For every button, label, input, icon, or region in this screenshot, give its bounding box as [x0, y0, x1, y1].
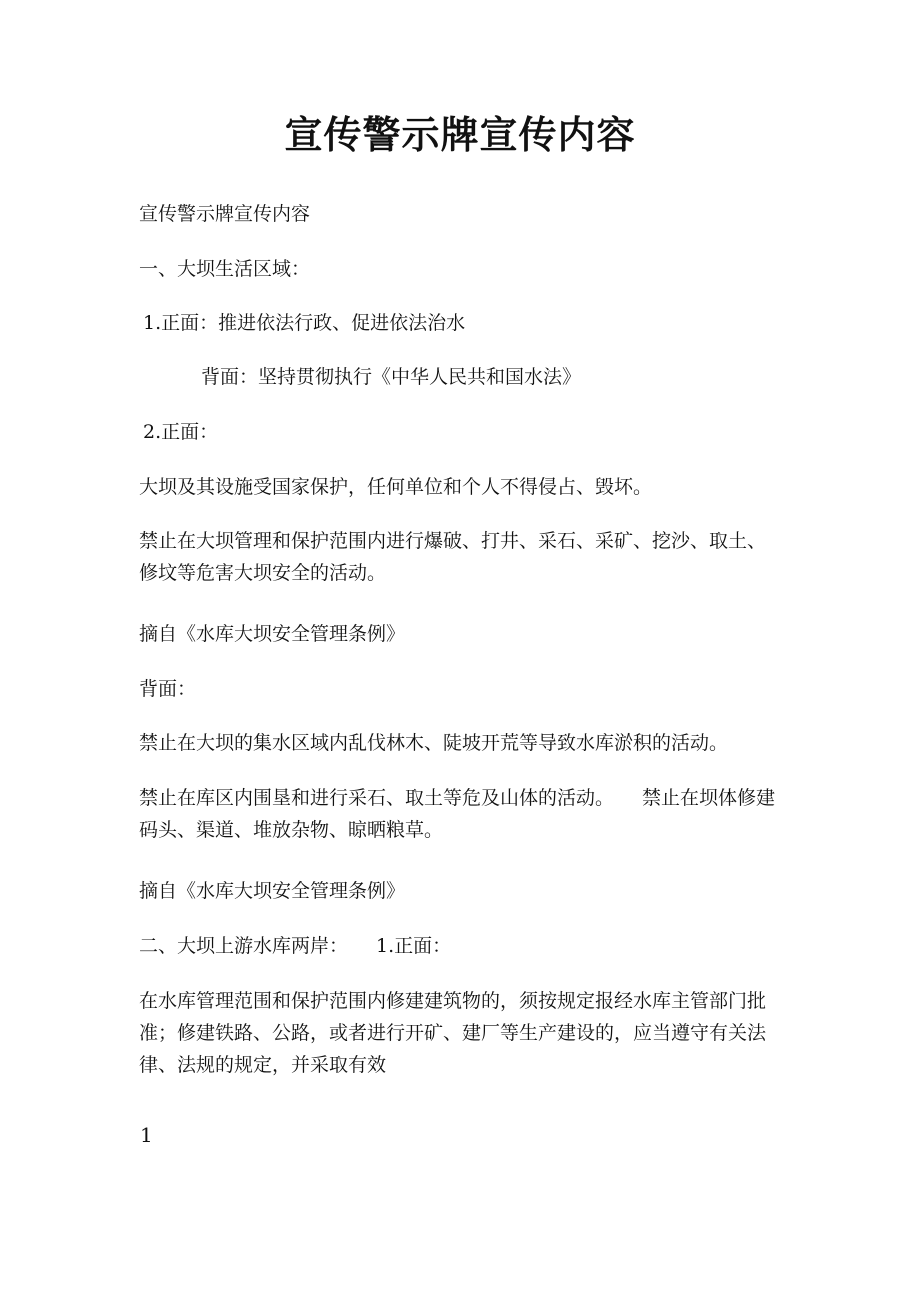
page-number: 1 — [140, 1123, 153, 1147]
item2-back-paragraph-2a: 禁止在库区内围垦和进行采石、取土等危及山体的活动。 — [139, 787, 615, 809]
subtitle: 宣传警示牌宣传内容 — [139, 203, 311, 225]
item2-back-label: 背面： — [139, 678, 197, 700]
item1-back: 背面：坚持贯彻执行《中华人民共和国水法》 — [201, 366, 582, 388]
section2-item1-label: 1.正面： — [376, 935, 452, 957]
item2-back-paragraph-2b: 禁止在坝体修建码头、渠道、堆放杂物、晾晒粮草。 — [139, 787, 776, 841]
item2-source-2: 摘自《水库大坝安全管理条例》 — [139, 880, 406, 902]
item2-paragraph-2: 禁止在大坝管理和保护范围内进行爆破、打井、采石、采矿、挖沙、取土、修坟等危害大坝安全的活动。 — [139, 530, 767, 584]
section2-paragraph-1: 在水库管理范围和保护范围内修建建筑物的，须按规定报经水库主管部门批准；修建铁路、公路，或者进行开矿、建厂等生产建设的，应当遵守有关法律、法规的规定，并采取有效 — [139, 990, 767, 1076]
item2-back-paragraph-1: 禁止在大坝的集水区域内乱伐林木、陡坡开荒等导致水库淤积的活动。 — [139, 732, 729, 754]
section2-heading — [139, 930, 784, 962]
document-title: 宣传警示牌宣传内容 — [284, 112, 636, 157]
item2-back-paragraph-2 — [139, 782, 784, 846]
item2-source-1: 摘自《水库大坝安全管理条例》 — [139, 623, 406, 645]
section1-heading: 一、大坝生活区域： — [139, 258, 311, 280]
item2-front-label: 2.正面： — [143, 421, 219, 443]
section2-heading-text: 二、大坝上游水库两岸： — [139, 935, 349, 957]
item1-front: 1.正面：推进依法行政、促进依法治水 — [143, 312, 466, 334]
item2-paragraph-1: 大坝及其设施受国家保护，任何单位和个人不得侵占、毁坏。 — [139, 476, 653, 498]
